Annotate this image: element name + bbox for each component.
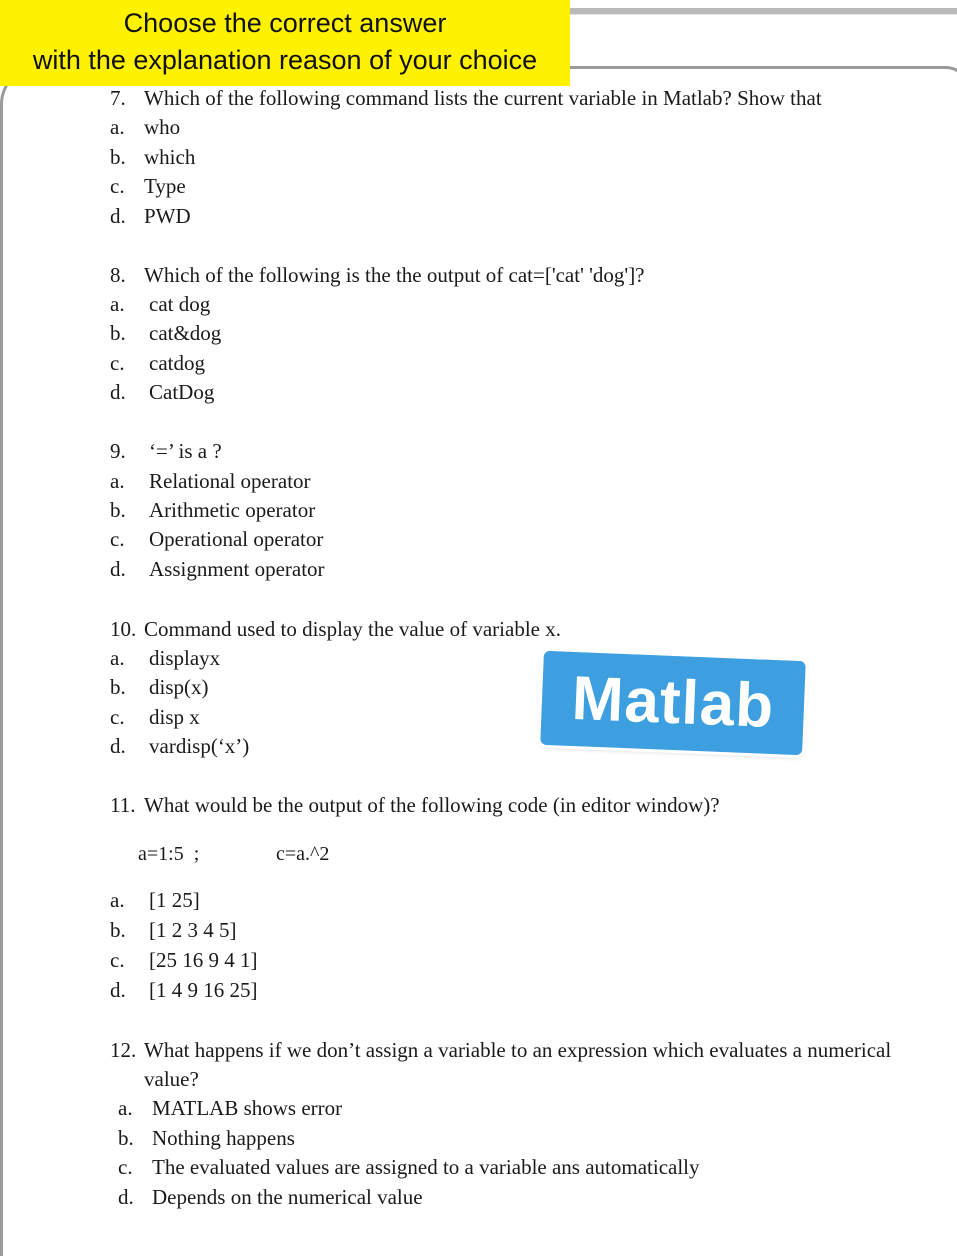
option-letter: a.: [110, 292, 125, 316]
option-text: CatDog: [149, 380, 215, 404]
option-text: Operational operator: [149, 527, 324, 551]
option-text: [1 25]: [149, 888, 200, 912]
option-text: Depends on the numerical value: [152, 1185, 423, 1209]
option-letter: c.: [110, 527, 125, 551]
option-letter: c.: [110, 705, 125, 729]
option-text: Relational operator: [149, 469, 311, 493]
matlab-sticker: Matlab: [540, 651, 806, 755]
question-number: 10.: [110, 617, 137, 641]
question-text: Which of the following command lists the current variable in Matlab? Show that: [144, 86, 822, 110]
option-text: Assignment operator: [149, 557, 325, 581]
option-letter: d.: [110, 380, 126, 404]
question-number: 9.: [110, 439, 126, 463]
question-text: What would be the output of the following code (in editor window)?: [144, 793, 720, 817]
option-text: MATLAB shows error: [152, 1096, 343, 1120]
option-text: Arithmetic operator: [149, 498, 316, 522]
option-text: [25 16 9 4 1]: [149, 948, 258, 972]
option-letter: c.: [110, 351, 125, 375]
question-9: [110, 439, 222, 464]
banner-line-2: with the explanation reason of your choice: [32, 45, 538, 75]
option-text: who: [144, 115, 181, 139]
question-12-continuation: value?: [144, 1067, 199, 1091]
question-11: [110, 793, 720, 818]
option-text: PWD: [144, 204, 191, 228]
option-letter: c.: [118, 1155, 133, 1179]
option-letter: d.: [110, 978, 126, 1002]
option-letter: a.: [110, 888, 125, 912]
question-number: 12.: [110, 1038, 137, 1062]
option-text: The evaluated values are assigned to a variable ans automatically: [152, 1155, 700, 1179]
banner-line-1: Choose the correct answer: [123, 8, 447, 38]
option-letter: a.: [110, 469, 125, 493]
option-letter: b.: [110, 498, 126, 522]
question-text: ‘=’ is a ?: [149, 439, 222, 463]
question-text: Which of the following is the the output of cat=['cat' 'dog']?: [144, 263, 645, 287]
option-letter: d.: [110, 204, 126, 228]
option-letter: b.: [110, 321, 126, 345]
question-number: 11.: [110, 793, 136, 817]
option-letter: c.: [110, 948, 125, 972]
question-number: 8.: [110, 263, 126, 287]
option-text: which: [144, 145, 196, 169]
code-statement-1: a=1:5 ;: [138, 843, 200, 865]
option-text: [1 4 9 16 25]: [149, 978, 258, 1002]
question-7: [110, 86, 822, 111]
option-text: cat&dog: [149, 321, 222, 345]
option-letter: d.: [118, 1185, 134, 1209]
option-text: Type: [144, 174, 186, 198]
option-letter: b.: [110, 675, 126, 699]
top-rule-shadow: [570, 14, 957, 15]
option-letter: d.: [110, 557, 126, 581]
option-letter: d.: [110, 734, 126, 758]
option-text: cat dog: [149, 292, 211, 316]
option-letter: b.: [110, 145, 126, 169]
option-text: Nothing happens: [152, 1126, 295, 1150]
question-text: What happens if we don’t assign a variable to an expression which evaluates a numerical: [144, 1038, 892, 1062]
option-text: catdog: [149, 351, 205, 375]
option-letter: a.: [110, 115, 125, 139]
option-text: vardisp(‘x’): [149, 734, 250, 758]
question-number: 7.: [110, 86, 126, 110]
question-8: [110, 263, 645, 288]
option-letter: c.: [110, 174, 125, 198]
question-text: Command used to display the value of variable x.: [144, 617, 561, 641]
option-letter: a.: [110, 646, 125, 670]
option-letter: a.: [118, 1096, 133, 1120]
option-text: displayx: [149, 646, 221, 670]
code-statement-2: c=a.^2: [276, 843, 330, 865]
instruction-banner: [0, 0, 570, 86]
option-text: [1 2 3 4 5]: [149, 918, 237, 942]
option-text: disp(x): [149, 675, 209, 699]
question-12: [110, 1038, 892, 1063]
question-10: [110, 617, 561, 642]
option-text: disp x: [149, 705, 200, 729]
option-letter: b.: [110, 918, 126, 942]
option-letter: b.: [118, 1126, 134, 1150]
